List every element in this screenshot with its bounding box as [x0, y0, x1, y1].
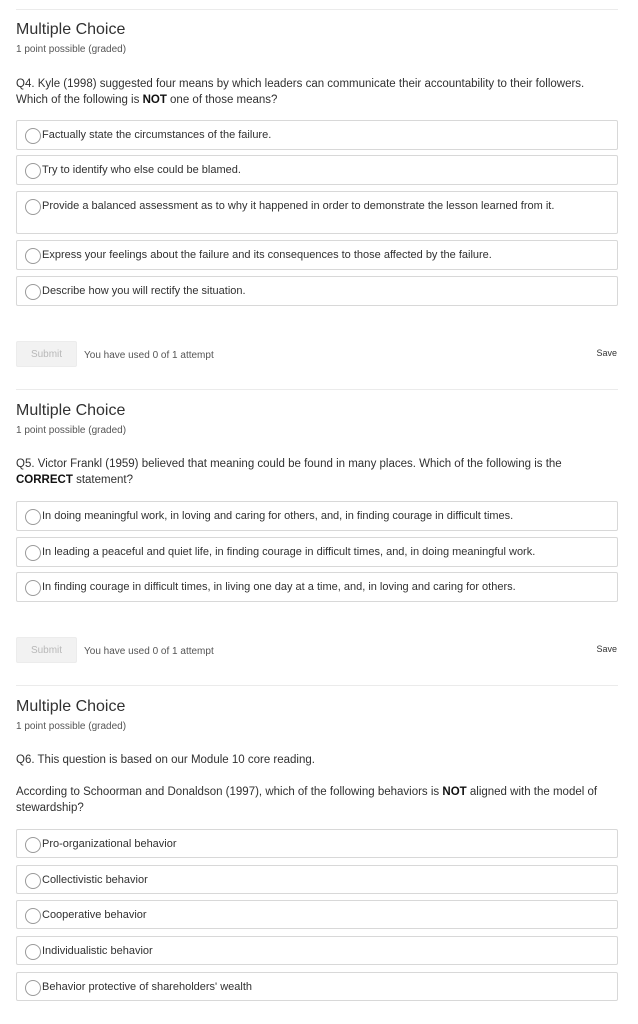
question-emphasis: NOT	[442, 786, 467, 798]
problem-points: 1 point possible (graded)	[16, 425, 127, 436]
save-button[interactable]: Save	[596, 644, 617, 654]
radio-button[interactable]	[25, 163, 41, 179]
submit-button[interactable]: Submit	[16, 341, 77, 367]
radio-button[interactable]	[25, 580, 41, 596]
choice-label: Factually state the circumstances of the failure.	[42, 129, 272, 141]
choice-option[interactable]	[16, 537, 618, 567]
question-stem: According to Schoorman and Donaldson (1997), which of the following behaviors is NOT aligned with the model of stewardship?	[16, 786, 598, 814]
choice-label: Cooperative behavior	[42, 909, 147, 921]
radio-button[interactable]	[25, 509, 41, 525]
attempts-text: You have used 0 of 1 attempt	[84, 350, 214, 361]
question-text	[16, 752, 606, 816]
choice-label: Describe how you will rectify the situation.	[42, 285, 246, 297]
section-divider	[16, 685, 618, 686]
radio-button[interactable]	[25, 199, 41, 215]
choice-option[interactable]	[16, 572, 618, 602]
question-emphasis: NOT	[142, 94, 167, 106]
choice-label: In doing meaningful work, in loving and caring for others, and, in finding courage in difficult times.	[42, 510, 514, 522]
save-button[interactable]: Save	[596, 348, 617, 358]
question-text: Q5. Victor Frankl (1959) believed that meaning could be found in many places. Which of the following is the CORRECT statement?	[16, 458, 562, 486]
problem-points: 1 point possible (graded)	[16, 721, 127, 732]
choice-option[interactable]	[16, 155, 618, 185]
radio-button[interactable]	[25, 980, 41, 996]
choice-option[interactable]	[16, 900, 618, 929]
problem-actions	[16, 341, 618, 369]
section-divider	[16, 389, 618, 390]
choice-label: Collectivistic behavior	[42, 874, 148, 886]
question-emphasis: CORRECT	[16, 474, 73, 486]
choice-label: Express your feelings about the failure and its consequences to those affected by the failure.	[42, 249, 492, 261]
choice-option[interactable]	[16, 936, 618, 965]
problem-title: Multiple Choice	[16, 21, 126, 38]
choice-option[interactable]	[16, 829, 618, 858]
radio-button[interactable]	[25, 128, 41, 144]
choice-label: Behavior protective of shareholders' wealth	[42, 981, 252, 993]
choice-label: In leading a peaceful and quiet life, in finding courage in difficult times, and, in doing meaningful work.	[42, 546, 536, 558]
radio-button[interactable]	[25, 248, 41, 264]
choice-label: Individualistic behavior	[42, 945, 153, 957]
choice-option[interactable]	[16, 191, 618, 234]
choice-option[interactable]	[16, 240, 618, 270]
radio-button[interactable]	[25, 908, 41, 924]
problem-q6	[16, 697, 618, 1007]
radio-button[interactable]	[25, 545, 41, 561]
choice-option[interactable]	[16, 120, 618, 150]
choice-label: In finding courage in difficult times, in living one day at a time, and, in loving and caring for others.	[42, 581, 516, 593]
choice-label: Try to identify who else could be blamed.	[42, 164, 241, 176]
choice-option[interactable]	[16, 501, 618, 531]
problem-q5	[16, 401, 618, 606]
radio-button[interactable]	[25, 837, 41, 853]
problem-q4	[16, 20, 618, 310]
radio-button[interactable]	[25, 873, 41, 889]
choice-option[interactable]	[16, 865, 618, 894]
section-divider	[16, 9, 618, 10]
submit-button[interactable]: Submit	[16, 637, 77, 663]
problem-actions	[16, 637, 618, 665]
choice-label: Provide a balanced assessment as to why it happened in order to demonstrate the lesson learned from it.	[42, 200, 555, 212]
radio-button[interactable]	[25, 284, 41, 300]
choice-option[interactable]	[16, 276, 618, 306]
problem-title: Multiple Choice	[16, 402, 126, 419]
attempts-text: You have used 0 of 1 attempt	[84, 646, 214, 657]
problem-title: Multiple Choice	[16, 698, 126, 715]
choice-label: Pro-organizational behavior	[42, 838, 177, 850]
choice-option[interactable]	[16, 972, 618, 1001]
question-text: Q4. Kyle (1998) suggested four means by which leaders can communicate their accountability to their followers. Which of the following is NOT one of those means?	[16, 78, 585, 106]
problem-points: 1 point possible (graded)	[16, 44, 127, 55]
question-intro: Q6. This question is based on our Module 10 core reading.	[16, 754, 315, 766]
radio-button[interactable]	[25, 944, 41, 960]
